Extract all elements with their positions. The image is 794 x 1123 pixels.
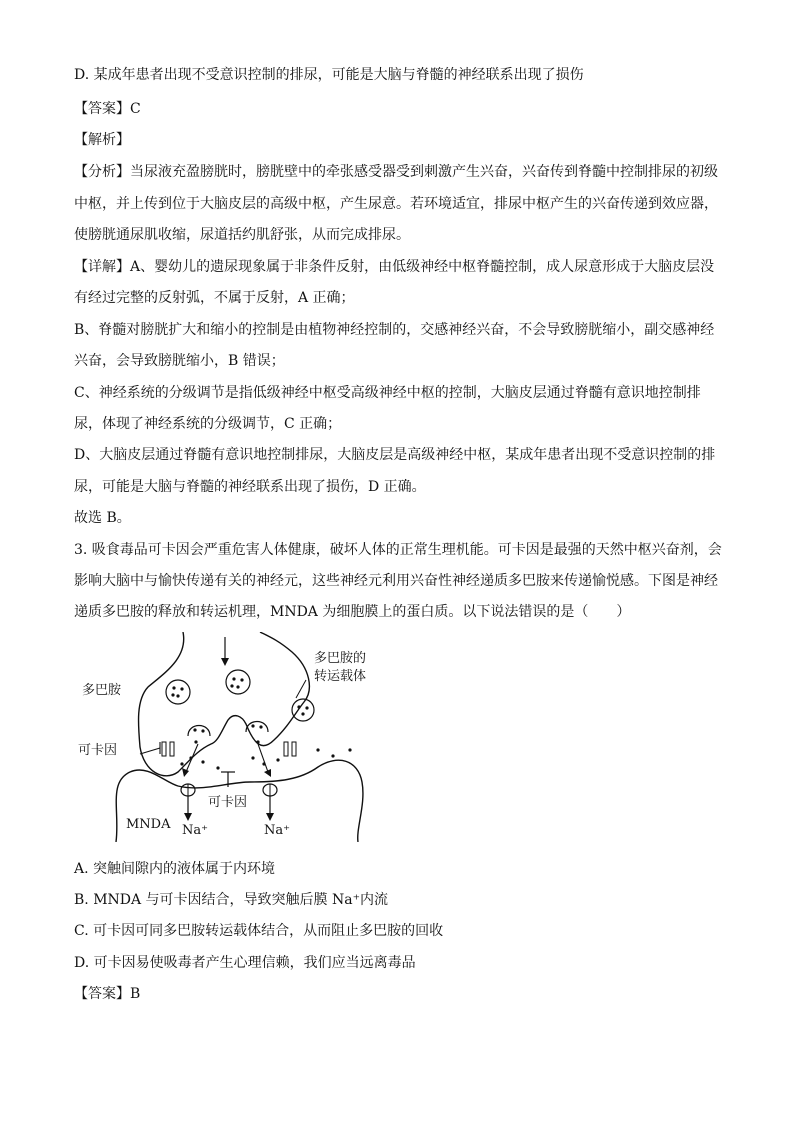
detail-line: 有经过完整的反射弧，不属于反射，A 正确；	[74, 290, 355, 306]
answer: 【答案】B	[74, 986, 141, 1002]
label-transporter-line1: 多巴胺的	[314, 651, 367, 666]
label-cocaine-bottom: 可卡因	[208, 795, 248, 810]
dopamine-transporter	[162, 742, 166, 756]
option-d-previous: D. 某成年患者出现不受意识控制的排尿，可能是大脑与脊髓的神经联系出现了损伤	[74, 67, 584, 83]
detail-line: 尿，体现了神经系统的分级调节，C 正确；	[74, 416, 342, 432]
label-transporter-line2: 转运载体	[314, 669, 367, 684]
option-a: A. 突触间隙内的液体属于内环境	[74, 861, 276, 877]
question-stem-line: 递质多巴胺的释放和转运机理，MNDA 为细胞膜上的蛋白质。以下说法错误的是（ ）	[74, 604, 631, 620]
label-dopamine: 多巴胺	[82, 683, 122, 698]
label-mnda: MNDA	[126, 817, 171, 832]
analysis-line: 使膀胱通尿肌收缩，尿道括约肌舒张，从而完成排尿。	[74, 227, 410, 243]
label-na-left: Na⁺	[182, 823, 208, 838]
detail-line: D、大脑皮层通过脊髓有意识地控制排尿，大脑皮层是高级神经中枢，某成年患者出现不受意识控制的排	[74, 447, 716, 463]
option-d: D. 可卡因易使吸毒者产生心理信赖，我们应当远离毒品	[74, 955, 416, 971]
conclusion-line: 故选 B。	[74, 510, 131, 526]
answer-previous: 【答案】C	[74, 101, 141, 117]
synapse-diagram	[78, 632, 368, 842]
vesicle	[166, 680, 190, 704]
detail-line: 兴奋，会导致膀胱缩小，B 错误；	[74, 353, 285, 369]
option-c: C. 可卡因可同多巴胺转运载体结合，从而阻止多巴胺的回收	[74, 923, 444, 939]
analysis-heading: 【解析】	[74, 132, 130, 148]
option-b: B. MNDA 与可卡因结合，导致突触后膜 Na⁺内流	[74, 892, 388, 908]
detail-line: B、脊髓对膀胱扩大和缩小的控制是由植物神经控制的，交感神经兴奋，不会导致膀胱缩小，副交感神经	[74, 322, 715, 338]
detail-line: 尿，可能是大脑与脊髓的神经联系出现了损伤，D 正确。	[74, 479, 426, 495]
label-cocaine-left: 可卡因	[78, 743, 118, 758]
question-stem-line: 影响大脑中与愉快传递有关的神经元，这些神经元利用兴奋性神经递质多巴胺来传递愉悦感。下图是神经	[74, 573, 718, 589]
detail-line: 【详解】A、婴幼儿的遗尿现象属于非条件反射，由低级神经中枢脊髓控制，成人尿意形成于大脑皮层没	[74, 259, 715, 275]
vesicle	[226, 670, 250, 694]
question-stem-line: 3. 吸食毒品可卡因会严重危害人体健康，破坏人体的正常生理机能。可卡因是最强的天然中枢兴奋剂，会	[74, 542, 722, 558]
label-na-right: Na⁺	[264, 823, 290, 838]
detail-line: C、神经系统的分级调节是指低级神经中枢受高级神经中枢的控制，大脑皮层通过脊髓有意识地控制排	[74, 385, 701, 401]
analysis-line: 【分析】当尿液充盈膀胱时，膀胱壁中的牵张感受器受到刺激产生兴奋，兴奋传到脊髓中控制排尿的初级	[74, 164, 718, 180]
analysis-line: 中枢，并上传到位于大脑皮层的高级中枢，产生尿意。若环境适宜，排尿中枢产生的兴奋传递到效应器，	[74, 196, 718, 212]
